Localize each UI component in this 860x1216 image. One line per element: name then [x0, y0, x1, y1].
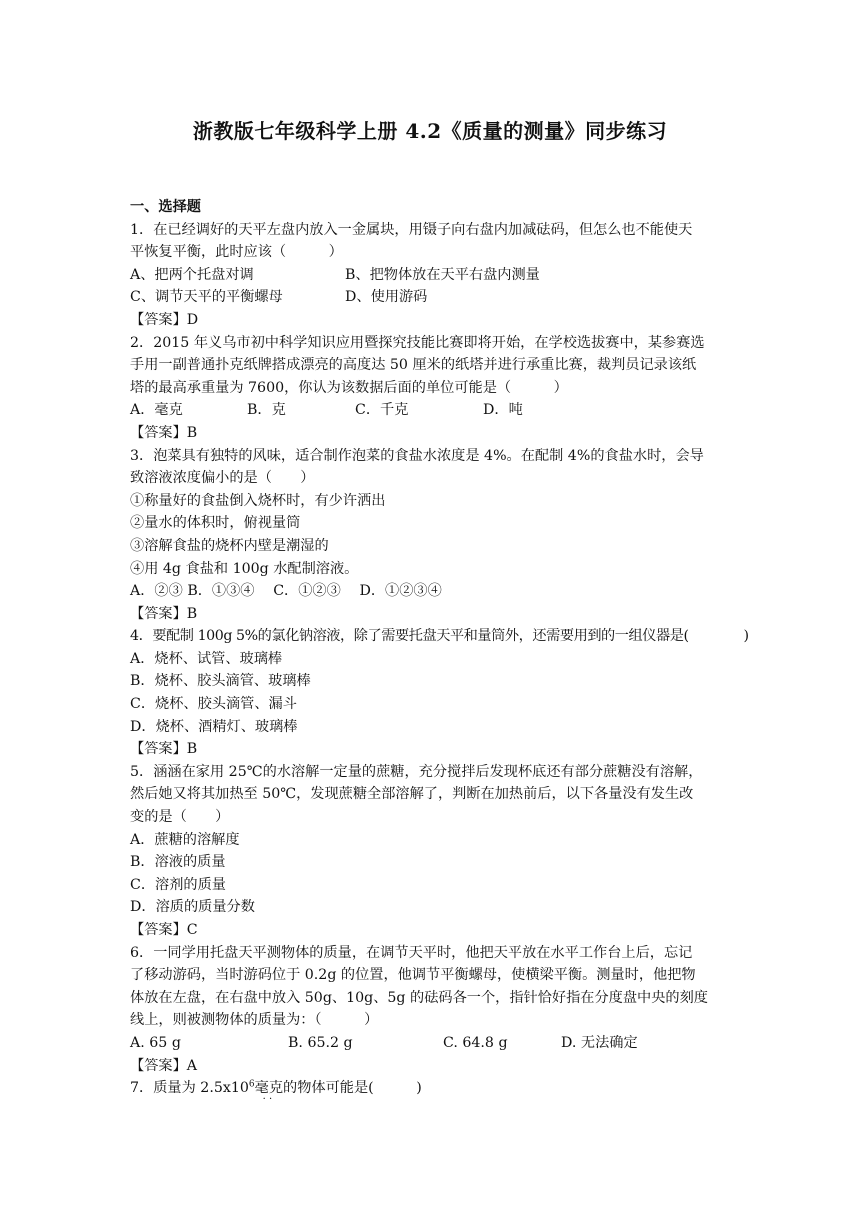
option-a: A．烧杯、试管、玻璃棒	[130, 650, 283, 667]
question-text: 2．2015 年义乌市初中科学知识应用暨探究技能比赛即将开始，在学校选拔赛中，某参赛选	[130, 334, 705, 351]
exponent: 6	[248, 1079, 255, 1090]
option-a: A. 65 g	[130, 1034, 181, 1051]
option-b: B. 65.2 g	[288, 1034, 353, 1051]
option-a: A．毫克	[130, 402, 183, 419]
question-text: 1．在已经调好的天平左盘内放入一金属块，用镊子向右盘内加减砝码，但怎么也不能使天	[130, 221, 693, 238]
option-c: C、调节天平的平衡螺母	[130, 289, 283, 306]
option-d: D．吨	[483, 402, 523, 419]
question-text: 致溶液浓度偏小的是（ ）	[130, 470, 315, 487]
option-d: D．烧杯、酒精灯、玻璃棒	[130, 718, 298, 735]
question-text: 手用一副普通扑克纸牌搭成漂亮的高度达 50 厘米的纸塔并进行承重比赛，裁判员记录该纸	[130, 357, 697, 374]
option-c: C．烧杯、胶头滴管、漏斗	[130, 696, 297, 713]
question-7	[130, 1077, 730, 1100]
option-c: C．溶剂的质量	[130, 876, 226, 893]
options-row	[130, 286, 730, 309]
option-b: B、把物体放在天平右盘内测量	[345, 266, 540, 283]
answer: 【答案】B	[130, 424, 198, 441]
question-suffix: 的物体可能是( )	[283, 1080, 422, 1097]
option-d: D. 无法确定	[561, 1034, 638, 1051]
answer: 【答案】B	[130, 605, 198, 622]
question-text: 6．一同学用托盘天平测物体的质量，在调节天平时，他把天平放在水平工作台上后，忘记	[130, 944, 693, 961]
question-text: 然后她又将其加热至 50℃，发现蔗糖全部溶解了，判断在加热前后，以下各量没有发生改	[130, 786, 694, 803]
statement-2: ②量水的体积时，俯视量筒	[130, 515, 301, 532]
option-b: B．克	[247, 402, 286, 419]
section-heading: 一、选择题	[130, 199, 201, 215]
emphasized-unit: 毫克 · ·	[255, 1080, 283, 1096]
question-text: 5．涵涵在家用 25℃的水溶解一定量的蔗糖，充分搅拌后发现杯底还有部分蔗糖没有溶解，	[130, 763, 703, 780]
question-text: 线上，则被测物体的质量为：（ ）	[130, 1012, 379, 1029]
question-text: 变的是（ ）	[130, 809, 230, 826]
option-d: D、使用游码	[345, 289, 428, 306]
option-c: C. 64.8 g	[443, 1034, 508, 1051]
option-b: B．烧杯、胶头滴管、玻璃棒	[130, 673, 311, 690]
question-6	[130, 942, 730, 1078]
question-text: 3．泡菜具有独特的风味，适合制作泡菜的食盐水浓度是 4%。在配制 4%的食盐水时，会导	[130, 447, 704, 464]
question-text: 4．要配制 100g 5%的氯化钠溶液，除了需要托盘天平和量筒外，还需要用到的一组仪器是( )	[130, 628, 749, 645]
statement-4: ④用 4g 食盐和 100g 水配制溶液。	[130, 560, 359, 577]
statement-3: ③溶解食盐的烧杯内壁是潮湿的	[130, 537, 329, 554]
question-text: 体放在左盘，在右盘中放入 50g、10g、5g 的砝码各一个，指针恰好指在分度盘中央的刻度	[130, 989, 708, 1006]
question-1	[130, 219, 730, 332]
option-a: A．蔗糖的溶解度	[130, 831, 240, 848]
question-list	[130, 196, 749, 1100]
question-text: 了移动游码，当时游码位于 0.2g 的位置，他调节平衡螺母，使横梁平衡。测量时，他把物	[130, 967, 696, 984]
question-text: 平恢复平衡，此时应该（ ）	[130, 244, 343, 261]
question-prefix: 7．质量为 2.5x10	[130, 1080, 249, 1097]
answer: 【答案】D	[130, 311, 199, 328]
question-text: 塔的最高承重量为 7600，你认为该数据后面的单位可能是（ ）	[130, 379, 568, 396]
options-row	[130, 399, 730, 422]
option-d: D．溶质的质量分数	[130, 899, 255, 916]
options-row	[130, 264, 730, 287]
question-5	[130, 761, 730, 942]
question-2	[130, 332, 730, 445]
answer: 【答案】B	[130, 741, 198, 758]
page-title: 浙教版七年级科学上册 4.2《质量的测量》同步练习	[192, 119, 668, 143]
option-c: C．千克	[355, 402, 409, 419]
option-b: B．溶液的质量	[130, 854, 226, 871]
answer: 【答案】C	[130, 922, 198, 938]
question-text	[130, 1077, 730, 1100]
options-row	[130, 1032, 730, 1055]
option-a: A、把两个托盘对调	[130, 266, 254, 283]
answer: 【答案】A	[130, 1057, 197, 1074]
options-row: A．②③ B．①③④ C．①②③ D．①②③④	[130, 583, 442, 600]
statement-1: ①称量好的食盐倒入烧杯时，有少许洒出	[130, 492, 386, 509]
question-4	[130, 625, 749, 761]
question-3	[130, 445, 730, 626]
